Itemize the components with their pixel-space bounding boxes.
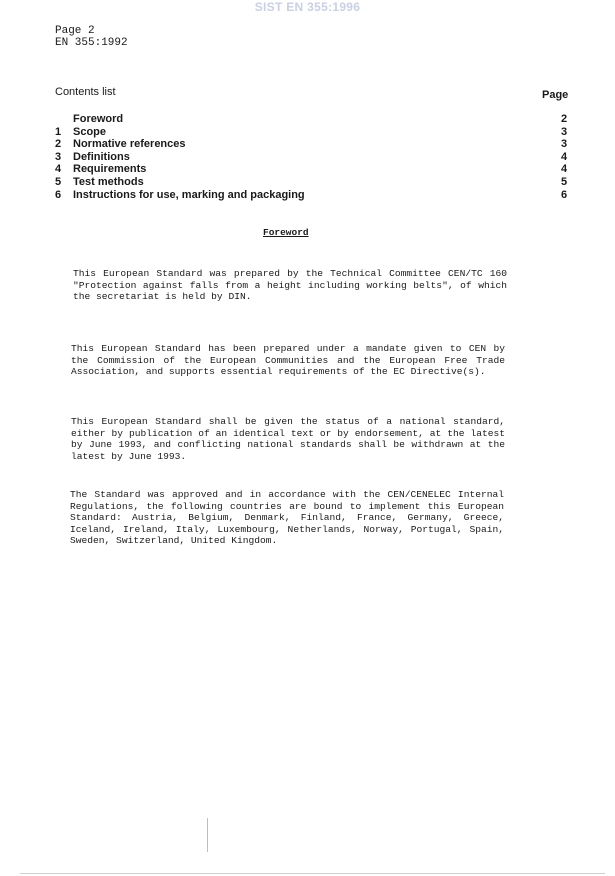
page-header [55,25,128,49]
scan-fold-line [207,818,208,852]
toc-page: 3 [561,138,568,151]
toc-label: Normative references [73,138,186,151]
toc-label: Scope [73,125,107,138]
toc-label: Instructions for use, marking and packaging [73,188,305,201]
toc-label: Test methods [73,175,144,188]
toc-row [55,126,575,139]
toc-label: Definitions [73,150,130,163]
foreword-paragraph: The Standard was approved and in accordance with the CEN/CENELEC Internal Regulations, the following countries are bound to implement this European Standard: Austria, Belgium, Denmark, Finland, France, Germany, Greece, Iceland, Ireland, Italy, Luxembourg, Netherlands, Norway, Portugal, Spain, Sweden, Switzerland, United Kingdom. [70,489,504,547]
toc-row [55,163,575,176]
contents-title: Contents list [55,86,116,98]
toc-number: 3 [55,150,62,163]
toc-label: Foreword [73,113,124,125]
toc-page: 2 [561,113,568,125]
table-of-contents [55,113,575,201]
foreword-paragraph: This European Standard shall be given the status of a national standard, either by publication of an identical text or by endorsement, at the latest by June 1993, and conflicting national standards shall be withdrawn at the latest by June 1993. [71,416,505,462]
toc-number: 2 [55,138,62,151]
toc-page: 4 [561,150,568,163]
toc-row [55,176,575,189]
toc-number: 4 [55,163,62,176]
foreword-heading: Foreword [263,227,309,238]
toc-row [55,138,575,151]
toc-number: 6 [55,188,62,201]
page-number: Page 2 [55,25,95,37]
toc-label: Requirements [73,163,147,176]
toc-page: 6 [561,188,568,201]
toc-page: 3 [561,125,568,138]
page-column-heading: Page [542,89,569,101]
toc-row [55,151,575,164]
toc-row [55,189,575,202]
toc-number: 1 [55,125,62,138]
watermark: SIST EN 355:1996 [254,0,361,14]
document-id: EN 355:1992 [55,37,128,49]
toc-page: 5 [561,175,568,188]
toc-number: 5 [55,175,62,188]
foreword-paragraph: This European Standard has been prepared under a mandate given to CEN by the Commission of the European Communities and the European Free Trade Association, and supports essential requirements of the EC Directive(s). [71,343,505,378]
toc-row [55,113,575,126]
toc-page: 4 [561,163,568,176]
page-bottom-edge [20,873,605,874]
foreword-paragraph: This European Standard was prepared by the Technical Committee CEN/TC 160 "Protection against falls from a height including working belts", of which the secretariat is held by DIN. [73,268,507,303]
